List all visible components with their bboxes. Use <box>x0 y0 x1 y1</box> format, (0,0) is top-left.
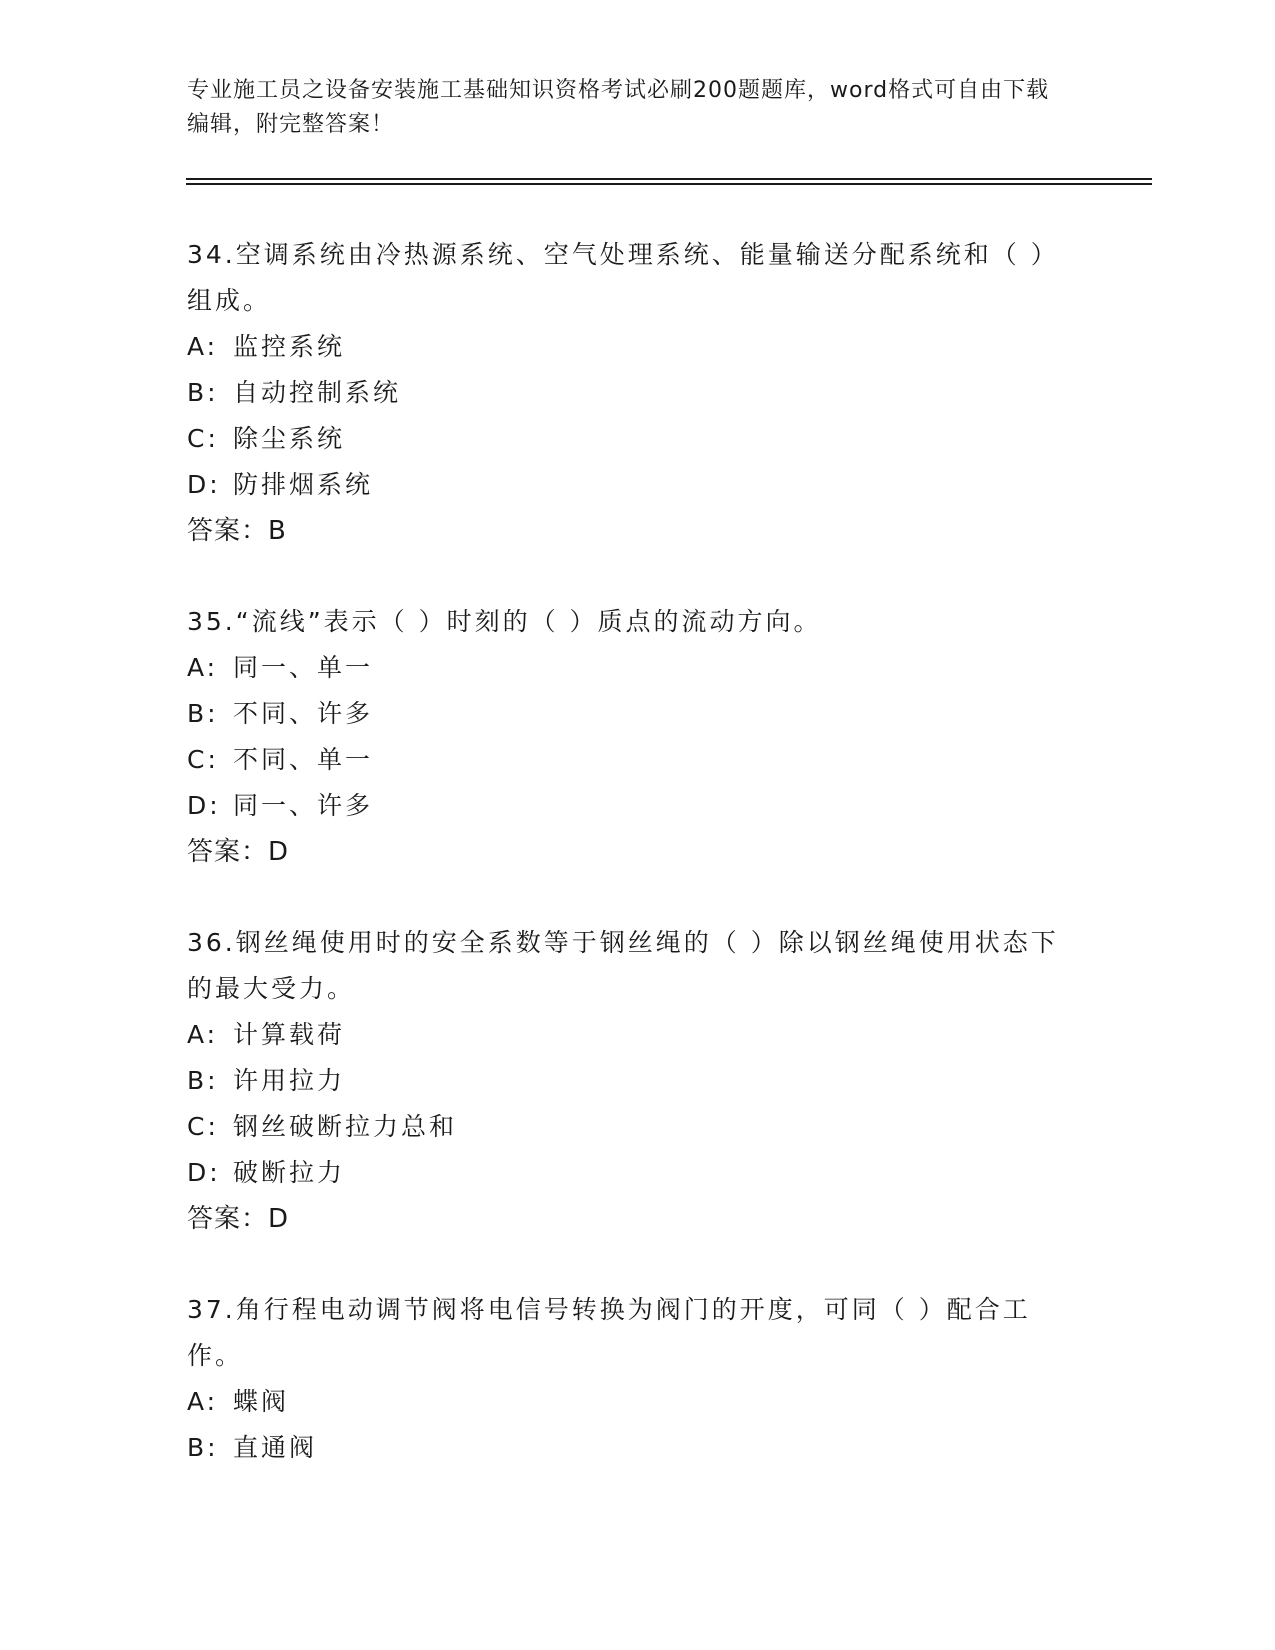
option-a <box>187 1012 1067 1058</box>
option-label: B: <box>187 1433 219 1462</box>
option-text: 许用拉力 <box>233 1066 346 1095</box>
question-list <box>187 232 1067 1516</box>
option-text: 计算载荷 <box>233 1020 346 1049</box>
option-d <box>187 1150 1067 1196</box>
option-label: A: <box>187 332 219 361</box>
question-stem: 36.钢丝绳使用时的安全系数等于钢丝绳的（ ）除以钢丝绳使用状态下的最大受力。 <box>187 928 1059 1003</box>
header-rule-bottom <box>186 183 1152 185</box>
option-label: B: <box>187 378 219 407</box>
option-c <box>187 416 1067 462</box>
option-c <box>187 1104 1067 1150</box>
option-label: A: <box>187 653 219 682</box>
option-label: A: <box>187 1020 219 1049</box>
option-d <box>187 783 1067 829</box>
answer-value: B <box>268 516 287 546</box>
option-text: 同一、单一 <box>233 653 374 682</box>
question-34 <box>187 232 1067 554</box>
question-stem: 37.角行程电动调节阀将电信号转换为阀门的开度，可同（ ）配合工作。 <box>187 1295 1031 1370</box>
option-text: 自动控制系统 <box>233 378 402 407</box>
answer-line <box>187 829 1067 875</box>
option-label: A: <box>187 1387 219 1416</box>
question-35 <box>187 599 1067 875</box>
option-a <box>187 324 1067 370</box>
option-b <box>187 370 1067 416</box>
option-c <box>187 737 1067 783</box>
option-b <box>187 1425 1067 1471</box>
option-text: 不同、单一 <box>233 745 374 774</box>
document-header: 专业施工员之设备安装施工基础知识资格考试必刷200题题库，word格式可自由下载编辑，附完整答案！ <box>187 78 1050 137</box>
option-text: 不同、许多 <box>233 699 374 728</box>
answer-prefix: 答案： <box>187 837 269 867</box>
option-b <box>187 691 1067 737</box>
option-a <box>187 645 1067 691</box>
answer-value: D <box>268 837 290 867</box>
answer-value: D <box>268 1204 290 1234</box>
option-label: D: <box>187 470 221 499</box>
option-b <box>187 1058 1067 1104</box>
option-text: 同一、许多 <box>233 791 374 820</box>
answer-prefix: 答案： <box>187 1204 269 1234</box>
option-label: C: <box>187 1112 219 1141</box>
option-label: B: <box>187 699 219 728</box>
option-text: 直通阀 <box>233 1433 318 1462</box>
question-stem: 34.空调系统由冷热源系统、空气处理系统、能量输送分配系统和（ ）组成。 <box>187 240 1059 315</box>
option-a <box>187 1379 1067 1425</box>
option-text: 破断拉力 <box>233 1158 346 1187</box>
option-label: B: <box>187 1066 219 1095</box>
answer-line <box>187 1196 1067 1242</box>
option-text: 钢丝破断拉力总和 <box>233 1112 458 1141</box>
option-d <box>187 462 1067 508</box>
option-text: 蝶阀 <box>233 1387 290 1416</box>
question-36 <box>187 920 1067 1242</box>
option-text: 监控系统 <box>233 332 346 361</box>
answer-prefix: 答案： <box>187 516 269 546</box>
question-stem: 35.“流线”表示（ ）时刻的（ ）质点的流动方向。 <box>187 607 822 636</box>
answer-line <box>187 508 1067 554</box>
header-rule-top <box>186 178 1152 180</box>
option-label: C: <box>187 424 219 453</box>
question-37 <box>187 1287 1067 1471</box>
option-label: D: <box>187 791 221 820</box>
option-text: 防排烟系统 <box>233 470 374 499</box>
option-label: C: <box>187 745 219 774</box>
option-label: D: <box>187 1158 221 1187</box>
option-text: 除尘系统 <box>233 424 346 453</box>
